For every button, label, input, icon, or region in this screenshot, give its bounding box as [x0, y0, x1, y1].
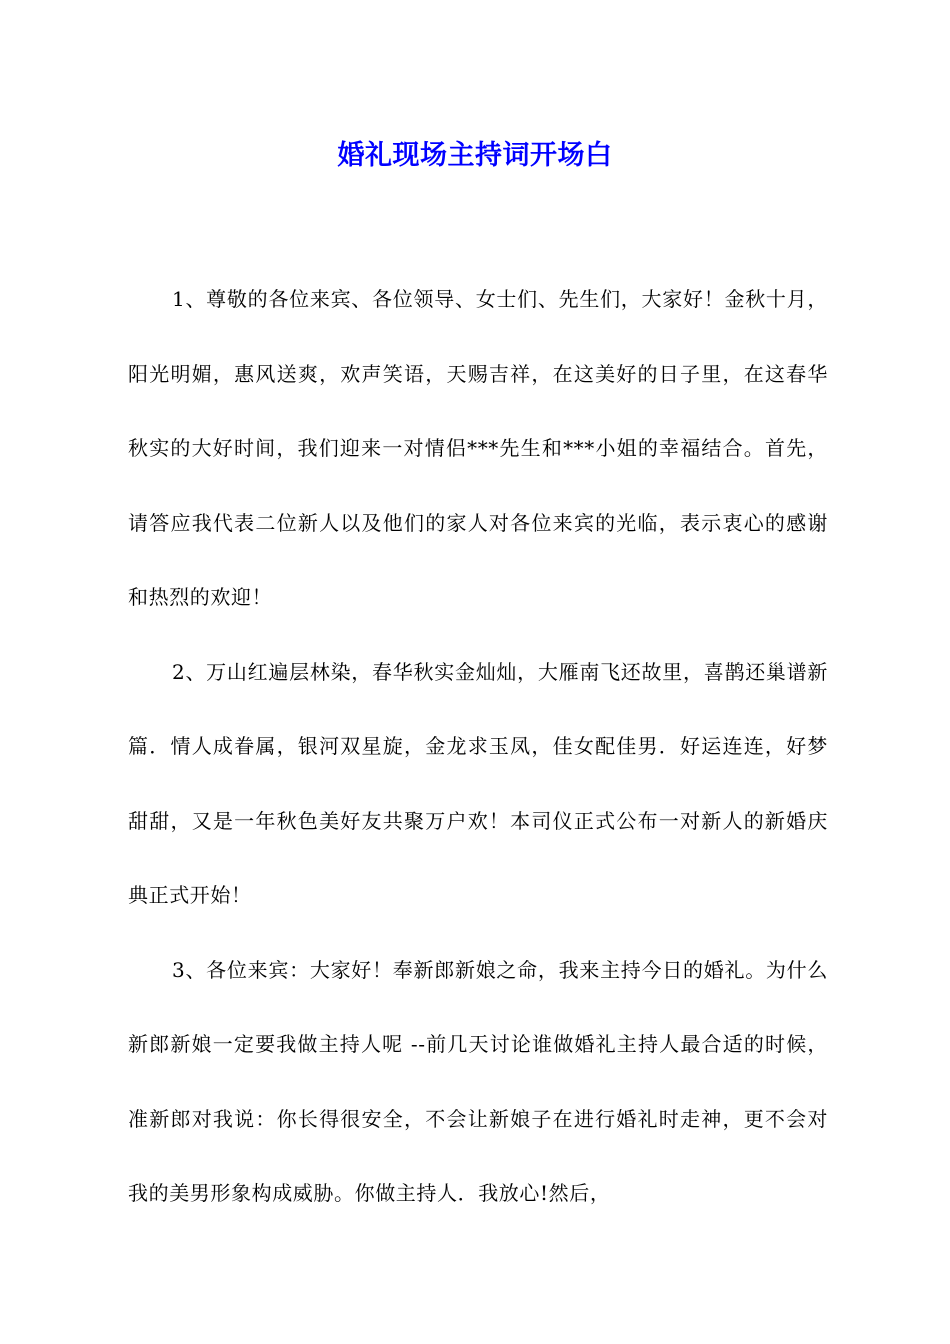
document-title: 婚礼现场主持词开场白	[337, 140, 613, 172]
paragraph-1: 1、尊敬的各位来宾、各位领导、女士们、先生们，大家好！金秋十月，阳光明媚，惠风送爽，欢声笑语，天赐吉祥，在这美好的日子里，在这春华秋实的大好时间，我们迎来一对情侣***先生和***小姐的幸福结合。首先，请答应我代表二位新人以及他们的家人对各位来宾的光临，表示衷心的感谢和热烈的欢迎！	[128, 287, 828, 609]
document-body	[128, 262, 828, 1231]
paragraph-2: 2、万山红遍层林染，春华秋实金灿灿，大雁南飞还故里，喜鹊还巢谱新篇．情人成眷属，银河双星旋，金龙求玉凤，佳女配佳男．好运连连，好梦甜甜，又是一年秋色美好友共聚万户欢！本司仪正式公布一对新人的新婚庆典正式开始！	[128, 659, 828, 907]
paragraph-3: 3、各位来宾：大家好！奉新郎新娘之命，我来主持今日的婚礼。为什么新郎新娘一定要我做主持人呢 --前几天讨论谁做婚礼主持人最合适的时候，准新郎对我说：你长得很安全，不会让新娘子在进行婚礼时走神，更不会对我的美男形象构成威胁。你做主持人．我放心!然后，	[128, 957, 828, 1205]
